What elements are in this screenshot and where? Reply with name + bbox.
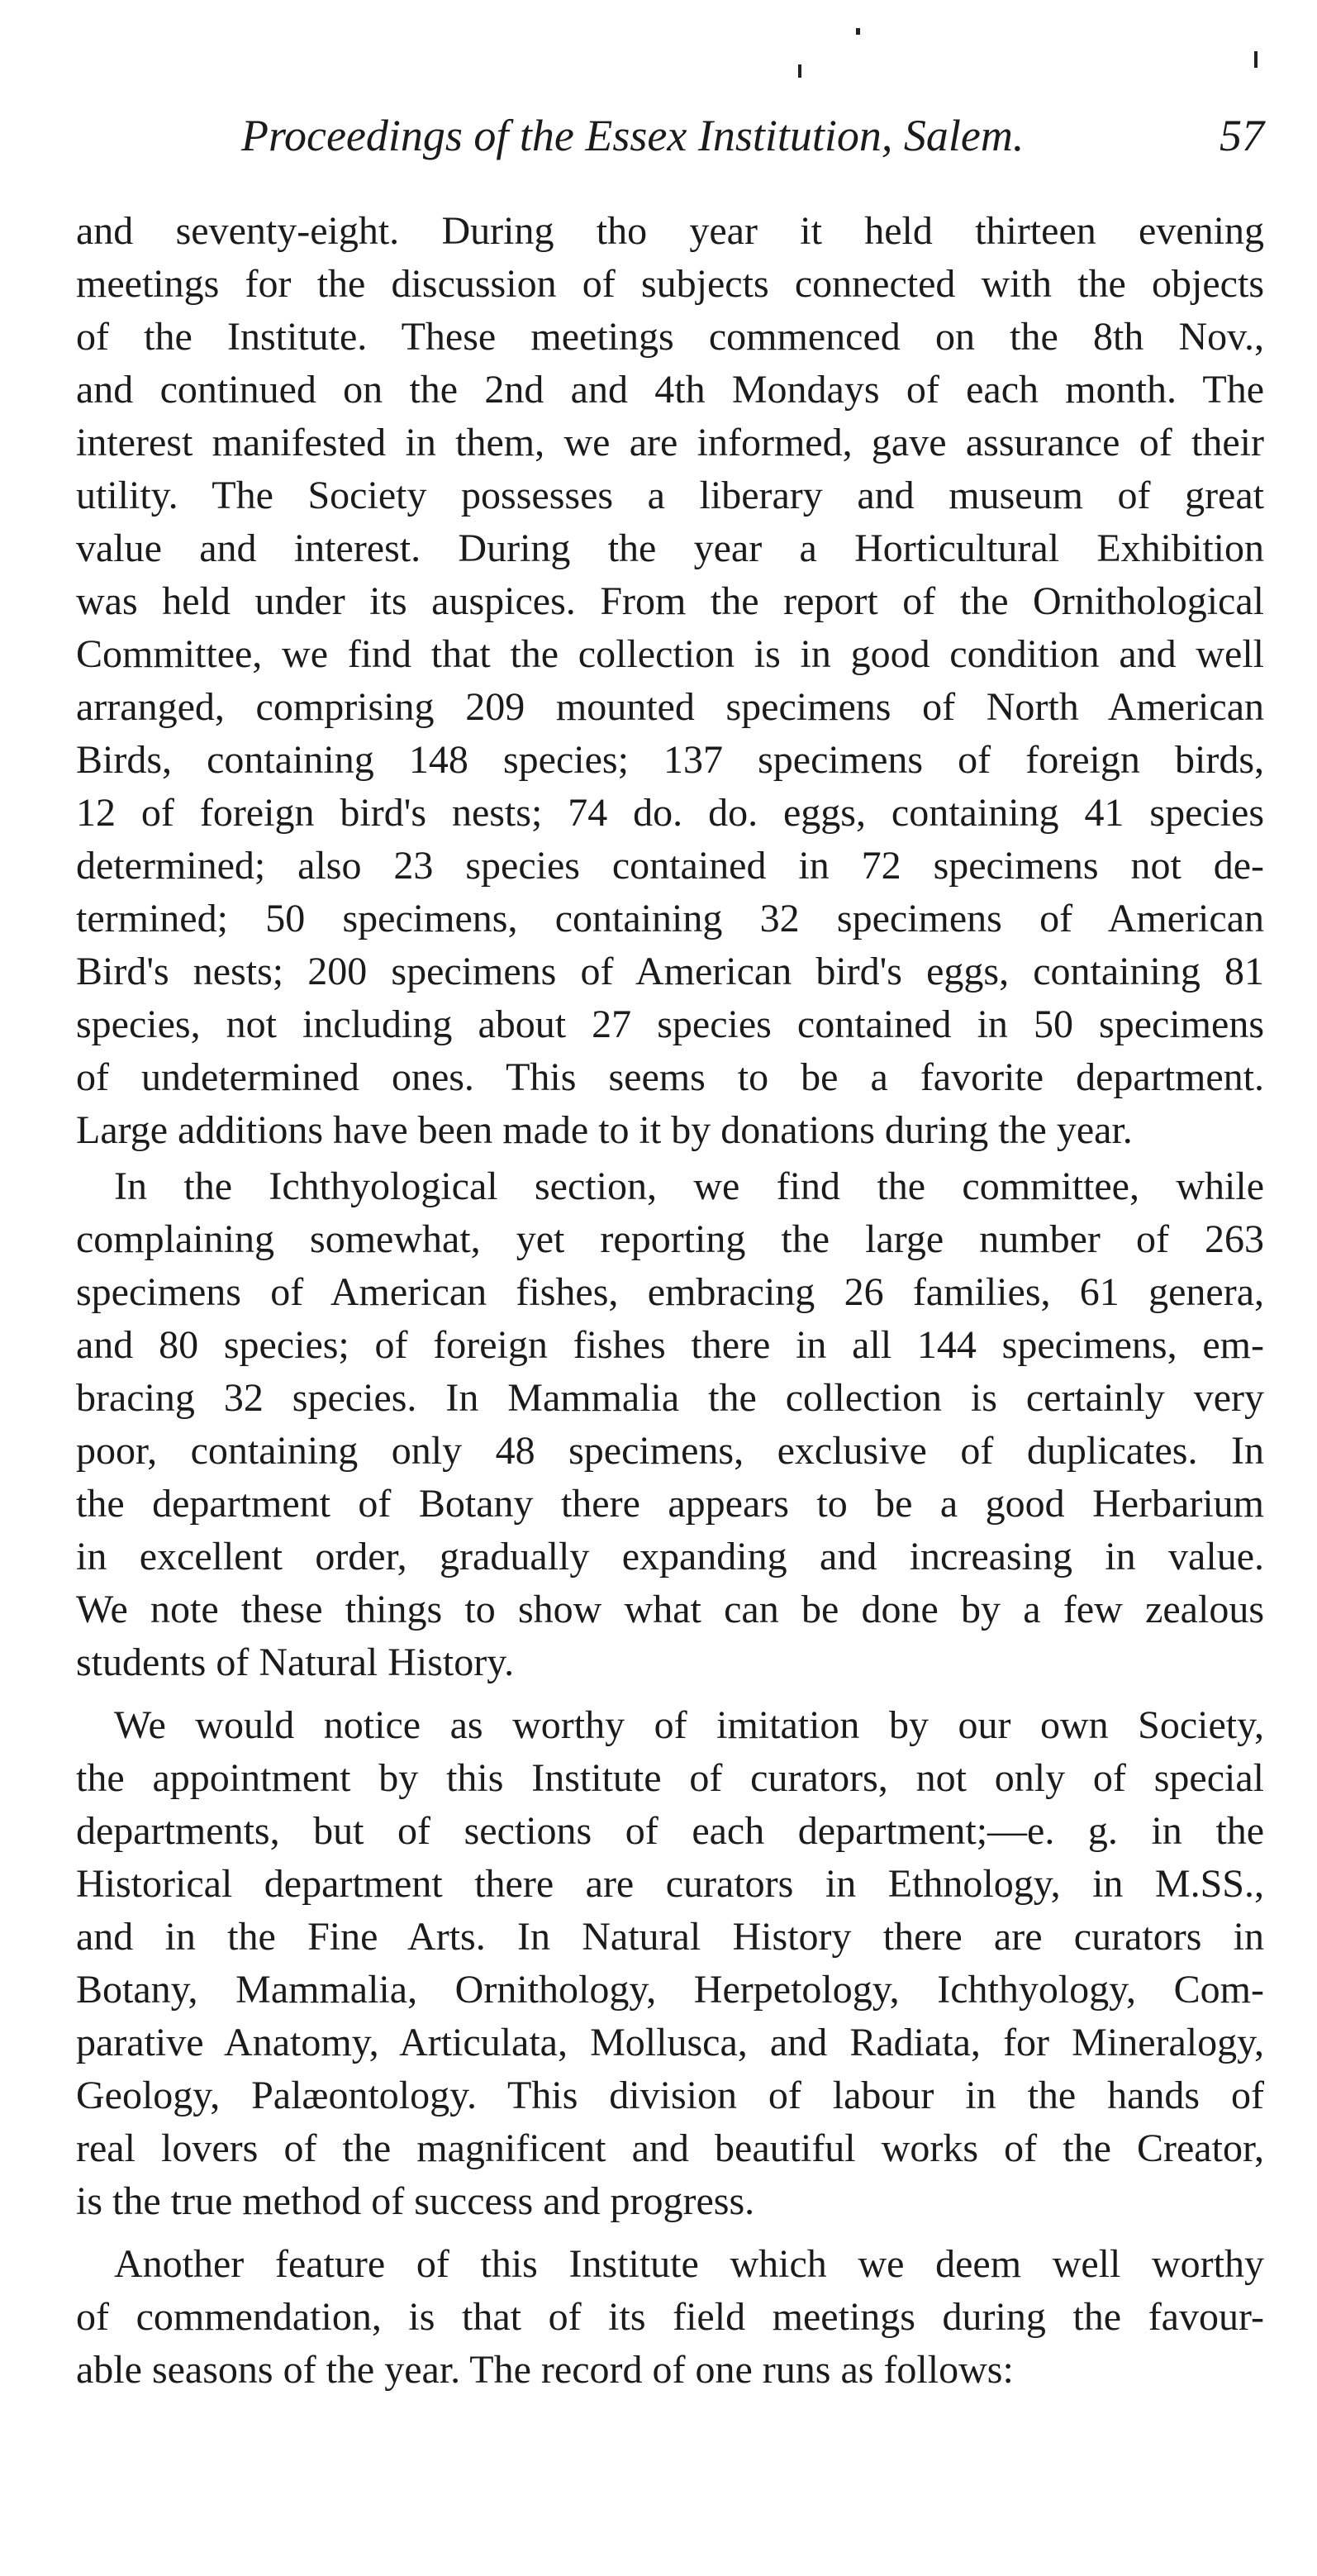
text-line: departments, but of sections of each department;—e. g. in the	[76, 1809, 1264, 1853]
text-line: meetings for the discussion of subjects connected with the objects	[76, 262, 1264, 306]
text-line: of undetermined ones. This seems to be a favorite department.	[76, 1055, 1264, 1099]
body-text	[76, 205, 1264, 2397]
text-line: Historical department there are curators in Ethnology, in M.SS.,	[76, 1862, 1264, 1906]
text-line: We note these things to show what can be done by a few zealous	[76, 1588, 1264, 1631]
text-line: parative Anatomy, Articulata, Mollusca, and Radiata, for Mineralogy,	[76, 2021, 1264, 2064]
print-speck	[798, 64, 801, 78]
text-line: Birds, containing 148 species; 137 specimens of foreign birds,	[76, 738, 1264, 782]
running-title: Proceedings of the Essex Institution, Salem.	[241, 111, 1025, 160]
text-line: termined; 50 specimens, containing 32 specimens of American	[76, 897, 1264, 940]
text-line: determined; also 23 species contained in 72 specimens not de-	[76, 844, 1264, 888]
text-line: species, not including about 27 species contained in 50 specimens	[76, 1002, 1264, 1046]
text-line: specimens of American fishes, embracing 26 families, 61 genera,	[76, 1270, 1264, 1314]
text-line: Botany, Mammalia, Ornithology, Herpetology, Ichthyology, Com-	[76, 1968, 1264, 2012]
text-line: the appointment by this Institute of curators, not only of special	[76, 1756, 1264, 1800]
text-line: of the Institute. These meetings commenced on the 8th Nov.,	[76, 315, 1264, 359]
text-line: utility. The Society possesses a liberary and museum of great	[76, 474, 1264, 517]
text-line: poor, containing only 48 specimens, exclusive of duplicates. In	[76, 1429, 1264, 1473]
text-line: of commendation, is that of its field meetings during the favour-	[76, 2295, 1264, 2339]
text-line: students of Natural History.	[76, 1640, 515, 1684]
paragraph	[76, 2238, 1264, 2397]
print-speck	[856, 28, 860, 35]
text-line: bracing 32 species. In Mammalia the collection is certainly very	[76, 1376, 1264, 1420]
page-number: 57	[1220, 111, 1264, 160]
text-line: Another feature of this Institute which we deem well worthy	[114, 2242, 1264, 2286]
text-line: was held under its auspices. From the report of the Ornithological	[76, 579, 1264, 623]
text-line: arranged, comprising 209 mounted specimens of North American	[76, 685, 1264, 729]
text-line: and continued on the 2nd and 4th Mondays of each month. The	[76, 368, 1264, 412]
text-line: Committee, we find that the collection is in good condition and well	[76, 632, 1264, 676]
text-line: and seventy-eight. During tho year it held thirteen evening	[76, 209, 1264, 253]
text-line: is the true method of success and progress.	[76, 2179, 755, 2223]
text-line: Bird's nests; 200 specimens of American bird's eggs, containing 81	[76, 950, 1264, 993]
text-line: Geology, Palæontology. This division of labour in the hands of	[76, 2074, 1264, 2117]
text-line: and 80 species; of foreign fishes there in all 144 specimens, em-	[76, 1323, 1264, 1367]
text-line: We would notice as worthy of imitation by our own Society,	[114, 1703, 1264, 1747]
text-line: real lovers of the magnificent and beautiful works of the Creator,	[76, 2126, 1264, 2170]
paragraph	[76, 1699, 1264, 2228]
text-line: interest manifested in them, we are informed, gave assurance of their	[76, 421, 1264, 464]
text-line: able seasons of the year. The record of one runs as follows:	[76, 2348, 1014, 2392]
text-line: complaining somewhat, yet reporting the large number of 263	[76, 1217, 1264, 1261]
text-line: value and interest. During the year a Horticultural Exhibition	[76, 526, 1264, 570]
text-line: and in the Fine Arts. In Natural History there are curators in	[76, 1915, 1264, 1959]
text-line: 12 of foreign bird's nests; 74 do. do. eggs, containing 41 species	[76, 791, 1264, 835]
paragraph	[76, 205, 1264, 1157]
running-head	[241, 102, 1264, 169]
print-speck	[1254, 51, 1258, 68]
text-line: in excellent order, gradually expanding and increasing in value.	[76, 1535, 1264, 1578]
text-line: Large additions have been made to it by donations during the year.	[76, 1108, 1133, 1152]
text-line: In the Ichthyological section, we find the committee, while	[114, 1164, 1264, 1208]
paragraph	[76, 1160, 1264, 1689]
text-line: the department of Botany there appears to be a good Herbarium	[76, 1482, 1264, 1526]
